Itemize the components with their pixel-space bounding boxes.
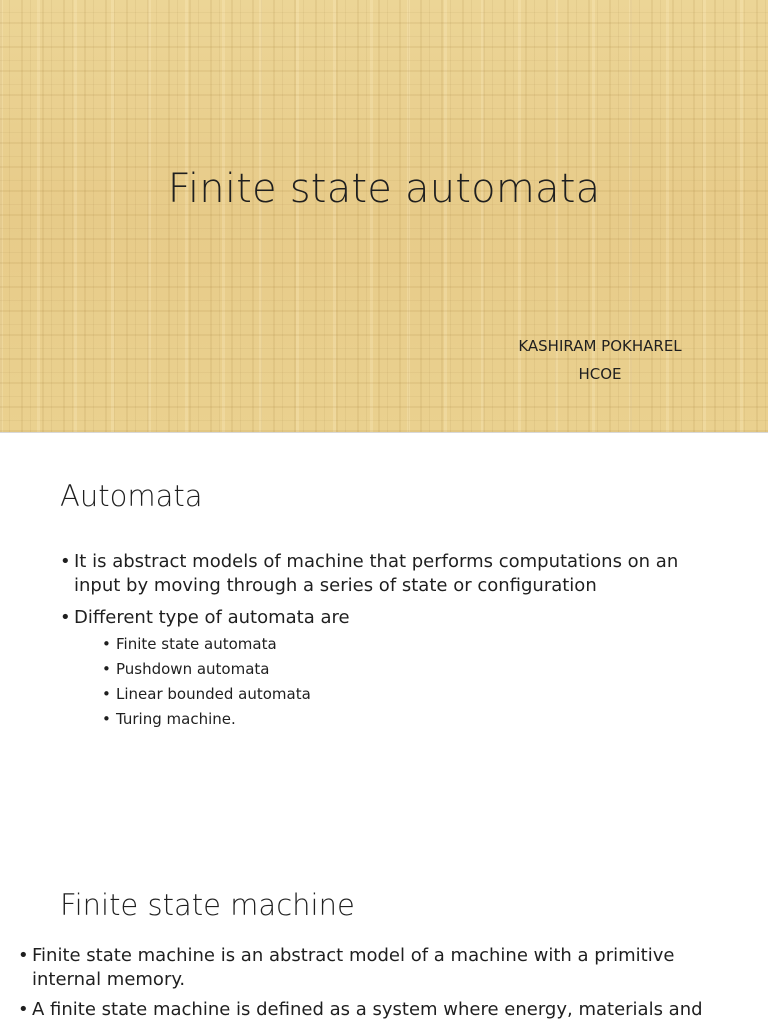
bullet-dot: • [18,945,29,966]
sub-bullet-text: Pushdown automata [116,660,270,678]
sub-bullet-text: Linear bounded automata [116,685,311,703]
bullet-dot: • [102,660,111,678]
automata-slide [0,434,768,866]
sub-list-item [102,707,720,732]
bullet-dot: • [102,710,111,728]
bullet-dot: • [102,635,111,653]
institution-name: HCOE [578,365,622,383]
sub-list-item [102,657,720,682]
bullet-text: It is abstract models of machine that performs computations on an input by moving through a series of state or configuration [74,551,679,596]
bullet-dot: • [102,685,111,703]
sub-bullet-text: Finite state automata [116,635,277,653]
slide-heading: Automata [60,479,203,513]
bullet-text: Finite state machine is an abstract model of a machine with a primitive internal memory. [32,945,675,990]
bullet-dot: • [60,607,71,628]
bullet-list [60,550,720,740]
sub-list-item [102,632,720,657]
bullet-list [18,944,738,1024]
sub-bullet-text: Turing machine. [116,710,236,728]
list-item [18,998,738,1022]
bullet-dot: • [18,999,29,1020]
bullet-text: A finite state machine is defined as a system where energy, materials and [32,999,703,1020]
list-item [60,606,720,732]
list-item [18,944,738,992]
author-block [500,332,700,388]
title-slide [0,0,768,433]
finite-state-machine-slide [0,868,768,1024]
sub-list-item [102,682,720,707]
deck-title: Finite state automata [167,166,601,212]
sub-bullet-list [102,632,720,732]
bullet-text: Different type of automata are [74,607,350,628]
list-item [60,550,720,598]
slide-heading: Finite state machine [60,888,355,922]
author-name: KASHIRAM POKHAREL [518,337,682,355]
bullet-dot: • [60,551,71,572]
